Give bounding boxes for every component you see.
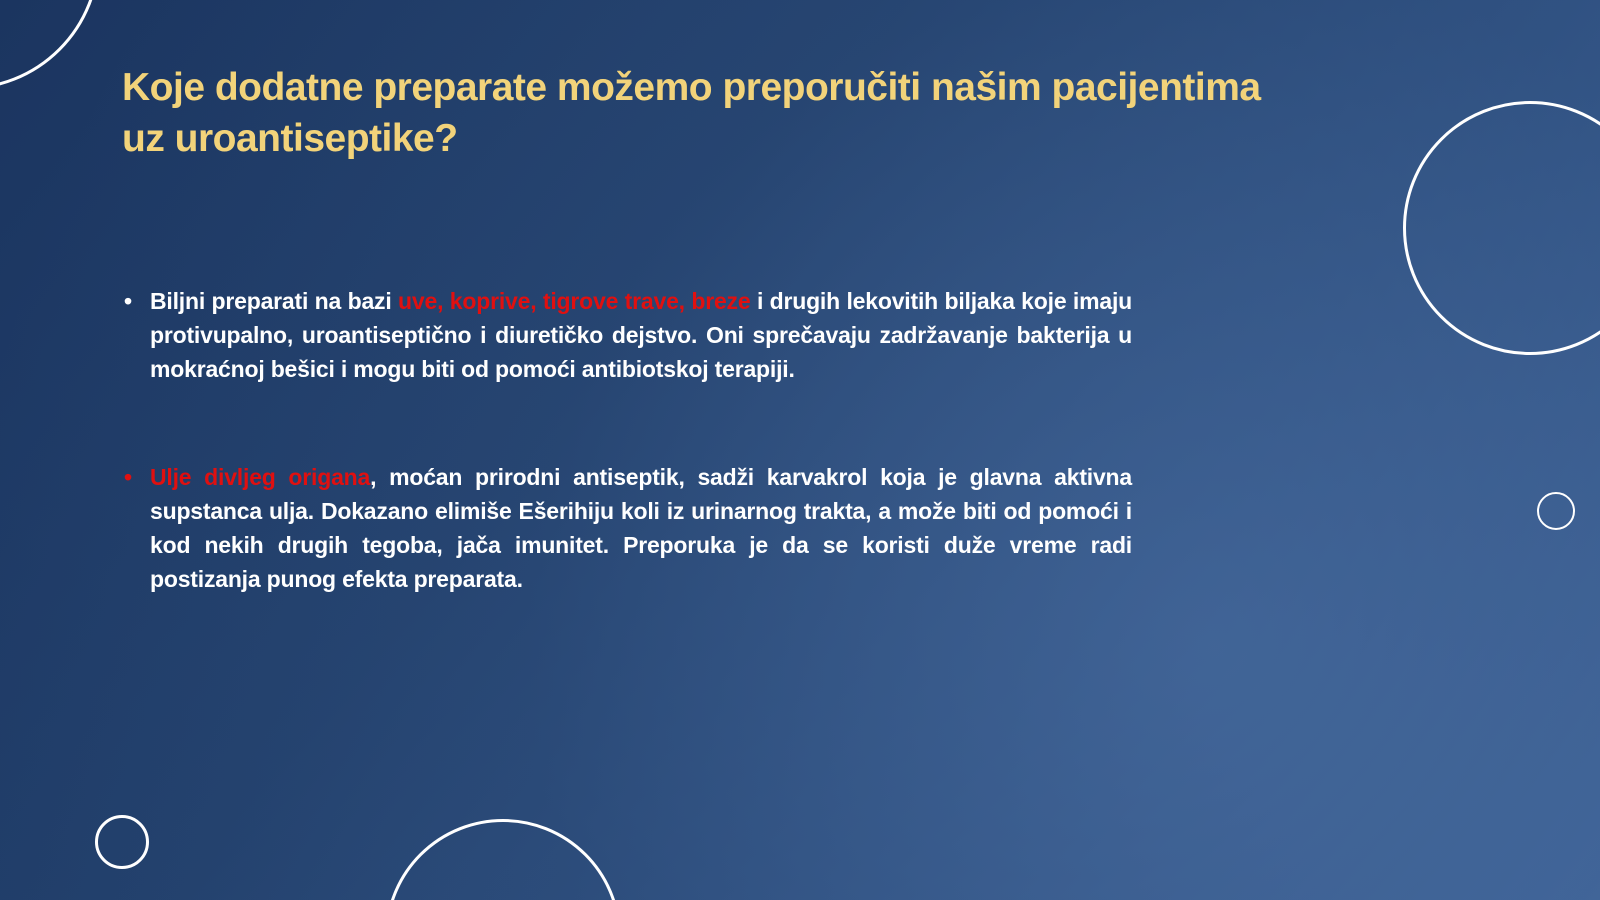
bullet-item bbox=[122, 460, 1132, 596]
text-segment: i drugih lekovitih biljaka koje imaju protivupalno, uroantiseptično i diuretičko dejstvo. Oni sprečavaju zadržavanje bakterija u mokraćnoj bešici i mogu biti od pomoći antibiotskoj terapiji. bbox=[150, 288, 1132, 382]
highlighted-text-segment: Ulje divljeg origana bbox=[150, 464, 371, 490]
bullet-marker: • bbox=[124, 288, 132, 314]
highlighted-text-segment: uve, koprive, tigrove trave, breze bbox=[398, 288, 751, 314]
text-segment: Biljni preparati na bazi bbox=[150, 288, 399, 314]
text-segment: , moćan prirodni antiseptik, sadži karvakrol koja je glavna aktivna supstanca ulja. Dokazano elimiše Ešerihiju koli iz urinarnog trakta, a može biti od pomoći i kod nekih drugih tegoba, jača imunitet. Preporuka je da se koristi duže vreme radi postizanja punog efekta preparata. bbox=[150, 464, 1133, 592]
decorative-circle-bottom-center bbox=[385, 819, 621, 900]
slide-title: Koje dodatne preparate možemo preporučiti našim pacijentima uz uroantiseptike? bbox=[122, 66, 1261, 161]
decorative-circle-bottom-left bbox=[95, 815, 149, 869]
bullet-item bbox=[122, 284, 1132, 386]
bullet-list bbox=[122, 284, 1132, 596]
decorative-circle-top-left bbox=[0, 0, 100, 90]
decorative-circle-right-small bbox=[1537, 492, 1575, 530]
bullet-marker: • bbox=[124, 464, 132, 490]
decorative-circle-top-right bbox=[1403, 101, 1600, 355]
